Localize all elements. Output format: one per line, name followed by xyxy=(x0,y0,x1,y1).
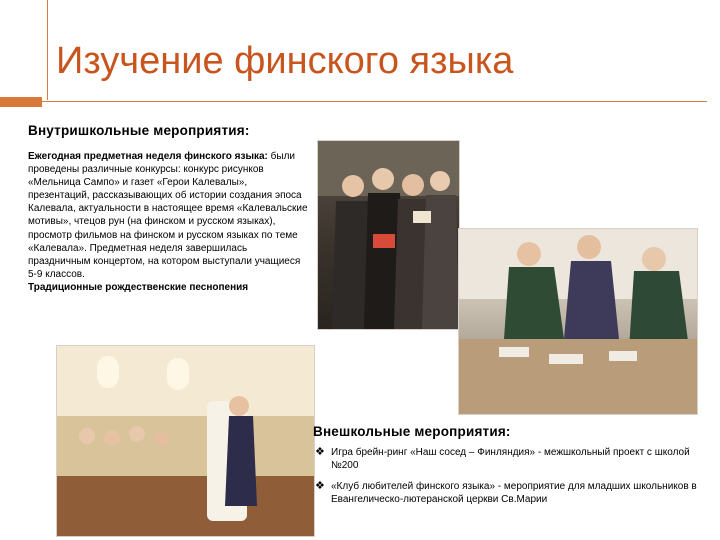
accent-square xyxy=(0,97,42,107)
horizontal-accent-rule xyxy=(42,101,707,102)
classroom-activity-photo xyxy=(458,228,698,415)
week-description: были проведены различные конкурсы: конкурс рисунков «Мельница Сампо» и газет «Герои Калевалы», презентаций, рассказывающих об истории создания эпоса Калевала, актуальности в настоящее время «Калевальские мотивы», чтецов рун (на финском и русском языках), просмотр фильмов на финском и русском языках по теме «Калевала». Предметная неделя завершилась праздничным концертом, на котором выступали учащиеся 5-9 классов. xyxy=(28,151,308,280)
church-event-photo xyxy=(56,345,315,537)
internal-events-text xyxy=(28,150,310,294)
external-events-heading: Внешкольные мероприятия: xyxy=(313,424,511,439)
internal-events-heading: Внутришкольные мероприятия: xyxy=(28,123,250,138)
external-event-2: «Клуб любителей финского языка» - мероприятие для младших школьников в Евангелическо-лютеранской церкви Св.Марии xyxy=(331,481,697,505)
bullet-icon: ❖ xyxy=(315,446,325,458)
list-item xyxy=(313,480,713,506)
list-item xyxy=(313,446,713,472)
week-title: Ежегодная предметная неделя финского языка: xyxy=(28,151,268,162)
external-events-list xyxy=(313,446,713,514)
christmas-songs: Традиционные рождественские песнопения xyxy=(28,281,249,293)
group-students-photo xyxy=(317,140,460,330)
external-event-1: Игра брейн-ринг «Наш сосед – Финляндия» - межшкольный проект с школой №200 xyxy=(331,447,690,471)
page-title: Изучение финского языка xyxy=(56,40,514,82)
vertical-accent-rule xyxy=(47,0,48,100)
bullet-icon: ❖ xyxy=(315,480,325,492)
